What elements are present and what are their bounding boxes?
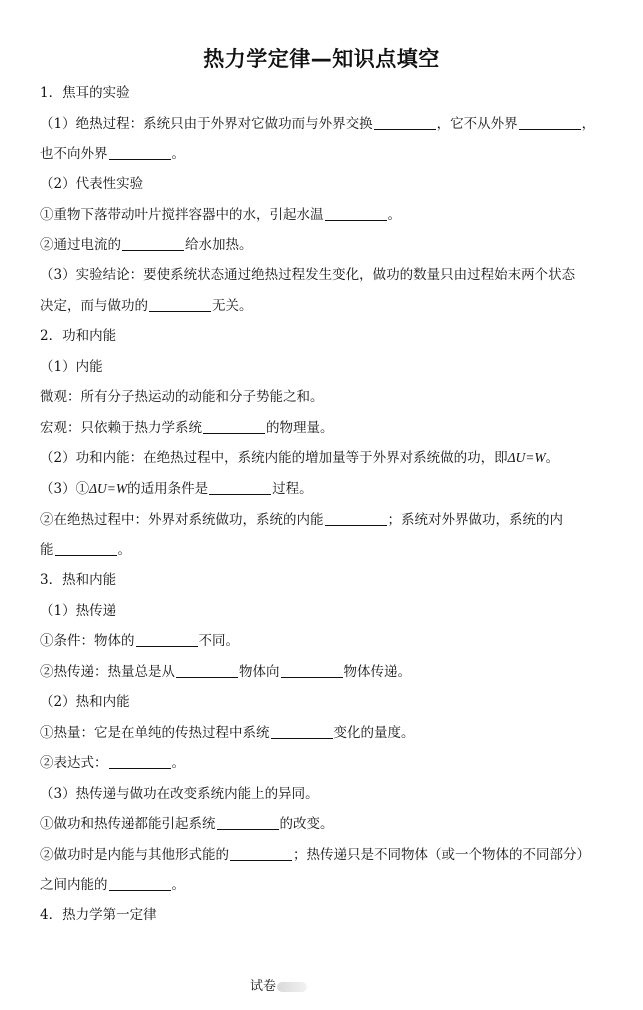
text: ②做功时是内能与其他形式能的 bbox=[40, 847, 229, 863]
fill-blank[interactable] bbox=[230, 846, 292, 861]
fill-blank[interactable] bbox=[55, 541, 117, 556]
s1-conclusion-cont bbox=[40, 297, 253, 315]
text: 不同。 bbox=[198, 633, 239, 649]
text: ②热传递：热量总是从 bbox=[40, 664, 175, 680]
text: 变化的量度。 bbox=[333, 725, 415, 741]
s2-micro: 微观：所有分子热运动的动能和分子势能之和。 bbox=[40, 389, 324, 405]
text: 。 bbox=[171, 755, 185, 771]
s3-subheading-1: （1）热传递 bbox=[40, 603, 117, 619]
fill-blank[interactable] bbox=[136, 632, 198, 647]
text: 也不向外界 bbox=[40, 146, 108, 162]
text: 决定，而与做功的 bbox=[40, 298, 148, 314]
fill-blank[interactable] bbox=[109, 876, 171, 891]
fill-blank[interactable] bbox=[519, 115, 581, 130]
text: ，它不从外界 bbox=[436, 116, 518, 132]
s3-condition bbox=[40, 632, 239, 650]
s1-paragraph-1-cont bbox=[40, 145, 185, 163]
text: 的物理量。 bbox=[266, 420, 334, 436]
formula: ΔU=W bbox=[89, 481, 128, 496]
s2-macro bbox=[40, 419, 334, 437]
text: 的改变。 bbox=[279, 816, 334, 832]
section-4-heading: 4．热力学第一定律 bbox=[40, 907, 157, 923]
text: 物体向 bbox=[239, 664, 280, 680]
fill-blank[interactable] bbox=[122, 236, 184, 251]
text: 。 bbox=[171, 877, 185, 893]
fill-blank[interactable] bbox=[374, 115, 436, 130]
text: 。 bbox=[387, 207, 401, 223]
text: 宏观：只依赖于热力学系统 bbox=[40, 420, 202, 436]
s1-subheading-2: （2）代表性实验 bbox=[40, 176, 144, 192]
s1-paragraph-1 bbox=[40, 115, 595, 133]
text: 给水加热。 bbox=[185, 237, 253, 253]
fill-blank[interactable] bbox=[325, 511, 387, 526]
s3-subheading-2: （2）热和内能 bbox=[40, 694, 130, 710]
s2-work-energy bbox=[40, 449, 559, 467]
section-3-heading: 3．热和内能 bbox=[40, 572, 117, 588]
text: ， bbox=[581, 116, 596, 132]
fill-blank[interactable] bbox=[109, 145, 171, 160]
fill-blank[interactable] bbox=[209, 480, 271, 495]
text: 能 bbox=[40, 542, 54, 558]
page-title: 热力学定律—知识点填空 bbox=[203, 47, 440, 71]
text: 的适用条件是 bbox=[127, 481, 209, 497]
text: 物体传递。 bbox=[343, 664, 411, 680]
text: ②表达式： bbox=[40, 755, 108, 771]
s3-heat bbox=[40, 724, 415, 742]
s3-compare-1 bbox=[40, 815, 334, 833]
fill-blank[interactable] bbox=[149, 297, 211, 312]
text: （1）绝热过程：系统只由于外界对它做功而与外界交换 bbox=[40, 116, 373, 132]
s1-item-2 bbox=[40, 236, 253, 254]
text: 。 bbox=[117, 542, 131, 558]
text: 。 bbox=[171, 146, 185, 162]
text: ；热传递只是不同物体（或一个物体的不同部分） bbox=[293, 847, 590, 863]
fill-blank[interactable] bbox=[217, 815, 279, 830]
s2-subheading-1: （1）内能 bbox=[40, 359, 103, 375]
s3-expression bbox=[40, 754, 185, 772]
s3-subheading-3: （3）热传递与做功在改变系统内能上的异同。 bbox=[40, 786, 319, 802]
text: ②在绝热过程中：外界对系统做功，系统的内能 bbox=[40, 512, 324, 528]
text: 之间内能的 bbox=[40, 877, 108, 893]
s1-item-1 bbox=[40, 206, 401, 224]
s1-conclusion: （3）实验结论：要使系统状态通过绝热过程发生变化，做功的数量只由过程始末两个状态 bbox=[40, 267, 576, 283]
text: （3）① bbox=[40, 481, 90, 497]
text: ；系统对外界做功，系统的内 bbox=[387, 512, 563, 528]
s2-adiabatic-cont bbox=[40, 541, 131, 559]
text: ①条件：物体的 bbox=[40, 633, 135, 649]
fill-blank[interactable] bbox=[281, 663, 343, 678]
fill-blank[interactable] bbox=[271, 724, 333, 739]
s3-compare-2-cont bbox=[40, 876, 185, 894]
section-1-heading: 1．焦耳的实验 bbox=[40, 85, 130, 101]
smudge-mark bbox=[277, 982, 307, 992]
text: ②通过电流的 bbox=[40, 237, 121, 253]
text: ①重物下落带动叶片搅拌容器中的水，引起水温 bbox=[40, 207, 324, 223]
formula: ΔU=W bbox=[507, 450, 546, 465]
text: 无关。 bbox=[212, 298, 253, 314]
s2-adiabatic bbox=[40, 511, 563, 529]
text: ①做功和热传递都能引起系统 bbox=[40, 816, 216, 832]
fill-blank[interactable] bbox=[176, 663, 238, 678]
s3-transfer bbox=[40, 663, 411, 681]
fill-blank[interactable] bbox=[203, 419, 265, 434]
section-2-heading: 2．功和内能 bbox=[40, 328, 117, 344]
text: ①热量：它是在单纯的传热过程中系统 bbox=[40, 725, 270, 741]
footer-text: 试卷 bbox=[250, 979, 277, 994]
fill-blank[interactable] bbox=[109, 754, 171, 769]
fill-blank[interactable] bbox=[325, 206, 387, 221]
s3-compare-2 bbox=[40, 846, 590, 864]
text: 过程。 bbox=[272, 481, 313, 497]
s2-condition bbox=[40, 480, 313, 498]
text: 。 bbox=[545, 450, 560, 466]
page-footer bbox=[250, 975, 307, 994]
text: （2）功和内能：在绝热过程中，系统内能的增加量等于外界对系统做的功，即 bbox=[40, 450, 508, 466]
